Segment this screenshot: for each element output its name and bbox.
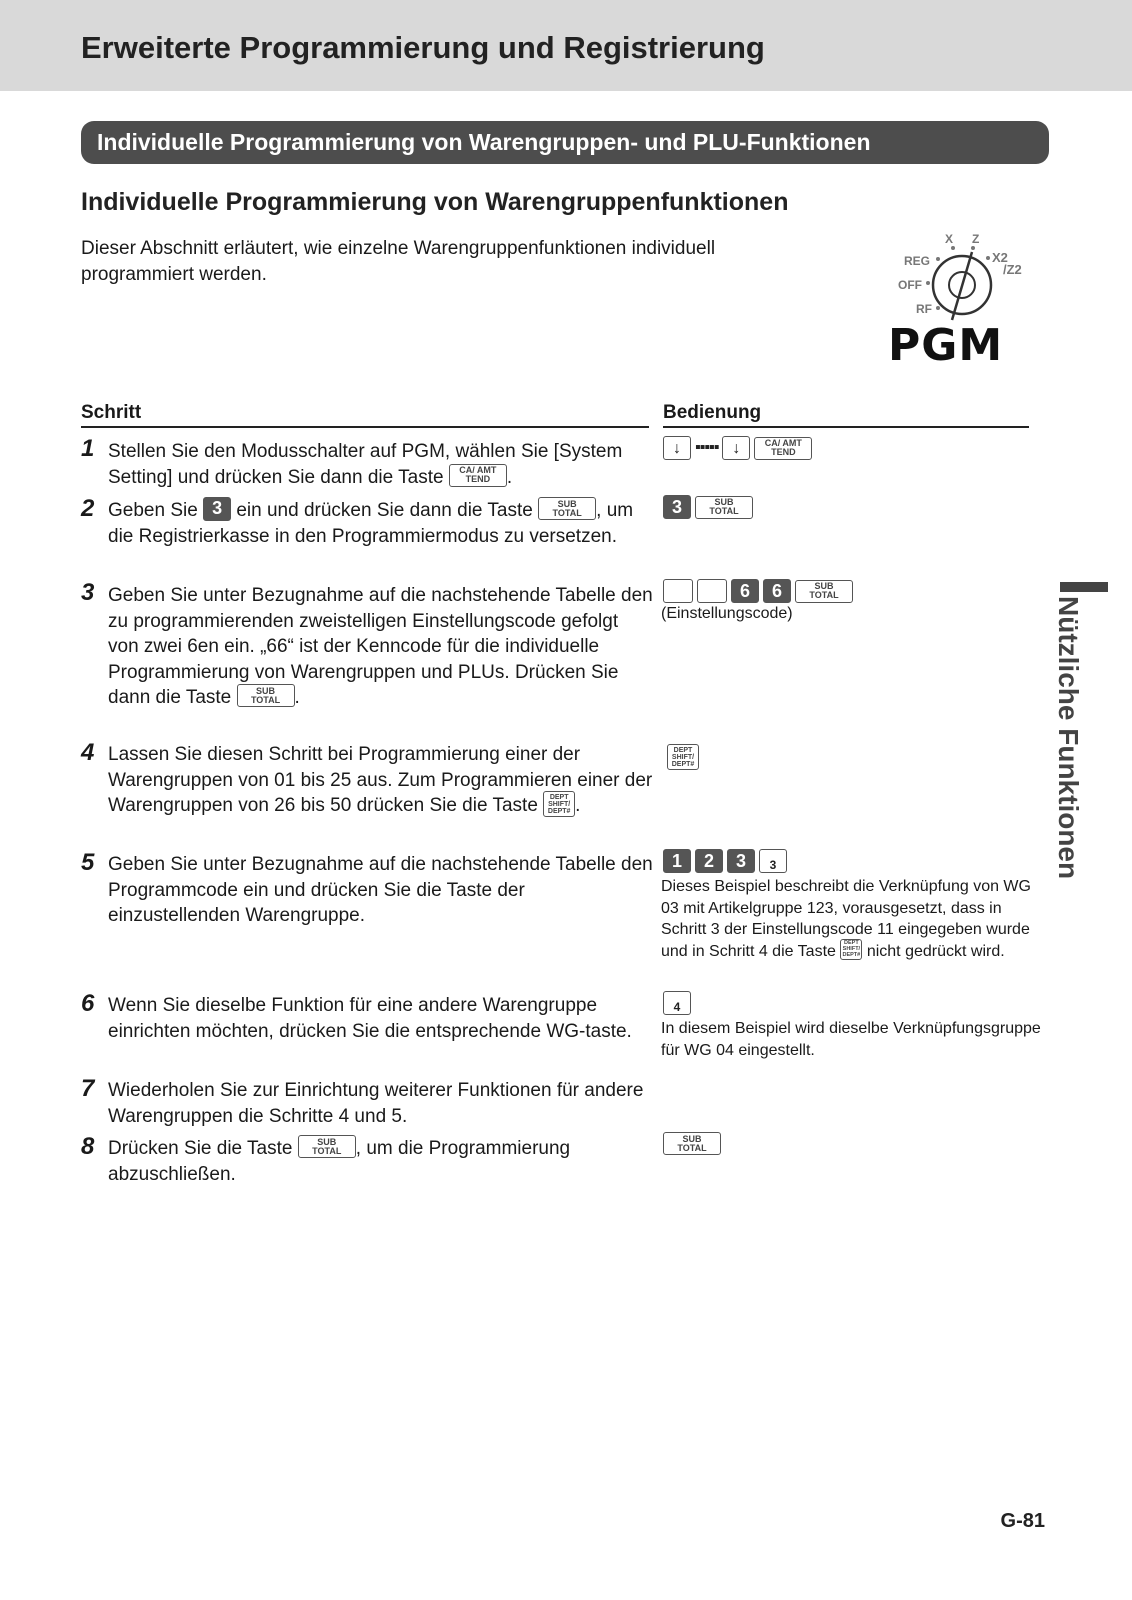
side-tab-label: Nützliche Funktionen: [1053, 596, 1084, 880]
step-8-text: Drücken Sie die Taste: [108, 1138, 293, 1159]
step-1-text-end: .: [506, 466, 513, 488]
page-number: G-81: [1000, 1510, 1045, 1532]
step-number: 1: [81, 435, 95, 462]
step-4-text: Lassen Sie diesen Schritt bei Programmierung einer der Warengruppen von 01 bis 25 aus. Zum Programmieren einer der Warengruppen von 26 bis 50 drücken Sie die Taste: [108, 744, 653, 817]
ca-amt-tend-key-icon: CA/ AMT TEND: [754, 437, 812, 460]
section-title-bar: [81, 121, 1049, 164]
step-text: [108, 439, 653, 490]
mode-label-rf: RF: [916, 302, 932, 316]
step-number: 3: [81, 579, 95, 606]
operation-step-3: [663, 579, 853, 603]
mode-dial-icon: [900, 230, 1050, 330]
step-2-text-c: ,: [596, 500, 602, 521]
step-text: [108, 1136, 653, 1187]
header-band: [0, 0, 1132, 91]
mode-pgm-label: PGM: [888, 320, 1004, 371]
operation-step-1: [663, 436, 812, 460]
side-tab-marker: [1060, 582, 1108, 592]
dept-shift-key-icon: DEPT SHIFT/ DEPT#: [543, 791, 575, 817]
step-2-text-b: ein und drücken Sie dann die Taste: [236, 500, 533, 521]
blank-key-icon: [663, 579, 693, 603]
department-key-icon: 3: [759, 849, 787, 873]
step-4-text-end: .: [575, 795, 581, 817]
step-2-text: Geben Sie: [108, 500, 198, 521]
step-8-text-end: , um die Programmierung abzuschließen.: [108, 1138, 571, 1185]
operation-step-8: [663, 1132, 721, 1155]
operation-step-5: [663, 849, 787, 873]
subtotal-key-icon: SUB TOTAL: [298, 1135, 356, 1158]
step-number: 2: [81, 495, 95, 522]
step-text: [108, 498, 653, 549]
step-number: 4: [81, 739, 95, 766]
mode-label-z: Z: [972, 232, 980, 246]
digit-key-icon: 6: [763, 579, 791, 603]
step-3-text: Geben Sie unter Bezugnahme auf die nachstehende Tabelle den zu programmierenden zweistelligen Einstellungscode gefolgt von zwei 6en ein. „66“ ist der Kenncode für die individuelle Programmierung von Warengruppen und PLUs. Drücken Sie dann die Taste: [108, 585, 653, 708]
op5-note-b: nicht gedrückt wird.: [866, 942, 1005, 960]
subtotal-key-icon: SUB TOTAL: [695, 496, 753, 519]
side-chapter-tab: [1046, 596, 1108, 886]
digit-key-icon: 1: [663, 849, 691, 873]
down-arrow-key-icon: ↓: [722, 436, 750, 460]
step-number: 7: [81, 1075, 95, 1102]
intro-text: Dieser Abschnitt erläutert, wie einzelne Warengruppenfunktionen individuell programmiert werden.: [81, 238, 716, 285]
step-3-text-end: .: [294, 687, 300, 708]
mode-label-x2: X2: [992, 250, 1008, 265]
digit-key-icon: 2: [695, 849, 723, 873]
dept-shift-key-icon: DEPT SHIFT/ DEPT#: [840, 939, 862, 960]
subtotal-key-icon: SUB TOTAL: [663, 1132, 721, 1155]
blank-key-icon: [697, 579, 727, 603]
op5-note-a: Dieses Beispiel beschreibt die Verknüpfung von WG 03 mit Artikelgruppe 123, vorausgesetzt, dass in Schritt 3 der Einstellungscode 11 eingegeben wurde und in Schritt 4 die Taste: [661, 878, 1031, 960]
subtotal-key-icon: SUB TOTAL: [538, 497, 596, 520]
page-title: Erweiterte Programmierung und Registrierung: [81, 30, 765, 65]
mode-label-x: X: [945, 232, 954, 246]
step-number: 5: [81, 849, 95, 876]
digit-key-icon: 6: [731, 579, 759, 603]
section-title: Individuelle Programmierung von Warengruppen- und PLU-Funktionen: [97, 129, 871, 155]
digit-key-icon: 3: [663, 495, 691, 519]
digit-key-icon: 3: [727, 849, 755, 873]
step-number: 8: [81, 1133, 95, 1160]
mode-label-z2: /Z2: [1003, 262, 1022, 277]
down-arrow-key-icon: ↓: [663, 436, 691, 460]
step-text: [108, 742, 653, 819]
operation-note: (Einstellungscode): [661, 605, 793, 622]
digit-key-icon: 3: [203, 497, 231, 521]
subtotal-key-icon: SUB TOTAL: [237, 684, 295, 707]
repeat-dots-icon: ▪▪▪▪▪: [695, 439, 719, 456]
operation-step-4: [667, 744, 699, 770]
dept-shift-key-icon: DEPT SHIFT/ DEPT#: [667, 744, 699, 770]
operation-note: In diesem Beispiel wird dieselbe Verknüpfungsgruppe für WG 04 eingestellt.: [661, 1020, 1041, 1059]
step-text: Wiederholen Sie zur Einrichtung weiterer Funktionen für andere Warengruppen die Schritte 4 und 5.: [108, 1080, 644, 1127]
ca-amt-tend-key-icon: CA/ AMT TEND: [449, 464, 507, 487]
step-number: 6: [81, 990, 95, 1017]
step-text: Geben Sie unter Bezugnahme auf die nachstehende Tabelle den Programmcode ein und drücken Sie die Taste der einzustellenden Warengruppe.: [108, 854, 653, 926]
step-text: [108, 583, 653, 711]
subtotal-key-icon: SUB TOTAL: [795, 580, 853, 603]
department-key-icon: 4: [663, 991, 691, 1015]
operation-step-6: [663, 991, 691, 1015]
column-header-operation: Bedienung: [663, 402, 1029, 428]
operation-note: [661, 876, 1041, 962]
operation-step-2: [663, 495, 753, 519]
subheading: Individuelle Programmierung von Warengruppenfunktionen: [81, 188, 789, 216]
step-1-text: Stellen Sie den Modusschalter auf PGM, wählen Sie [System Setting] und drücken Sie dann die Taste: [108, 441, 623, 488]
step-text: Wenn Sie dieselbe Funktion für eine andere Warengruppe einrichten möchten, drücken Sie die entsprechende WG-taste.: [108, 995, 632, 1042]
column-header-step: Schritt: [81, 402, 649, 428]
mode-label-off: OFF: [898, 278, 922, 292]
mode-label-reg: REG: [904, 254, 931, 268]
step-2-text-d: um die Registrierkasse in den Programmiermodus zu versetzen.: [108, 500, 634, 547]
